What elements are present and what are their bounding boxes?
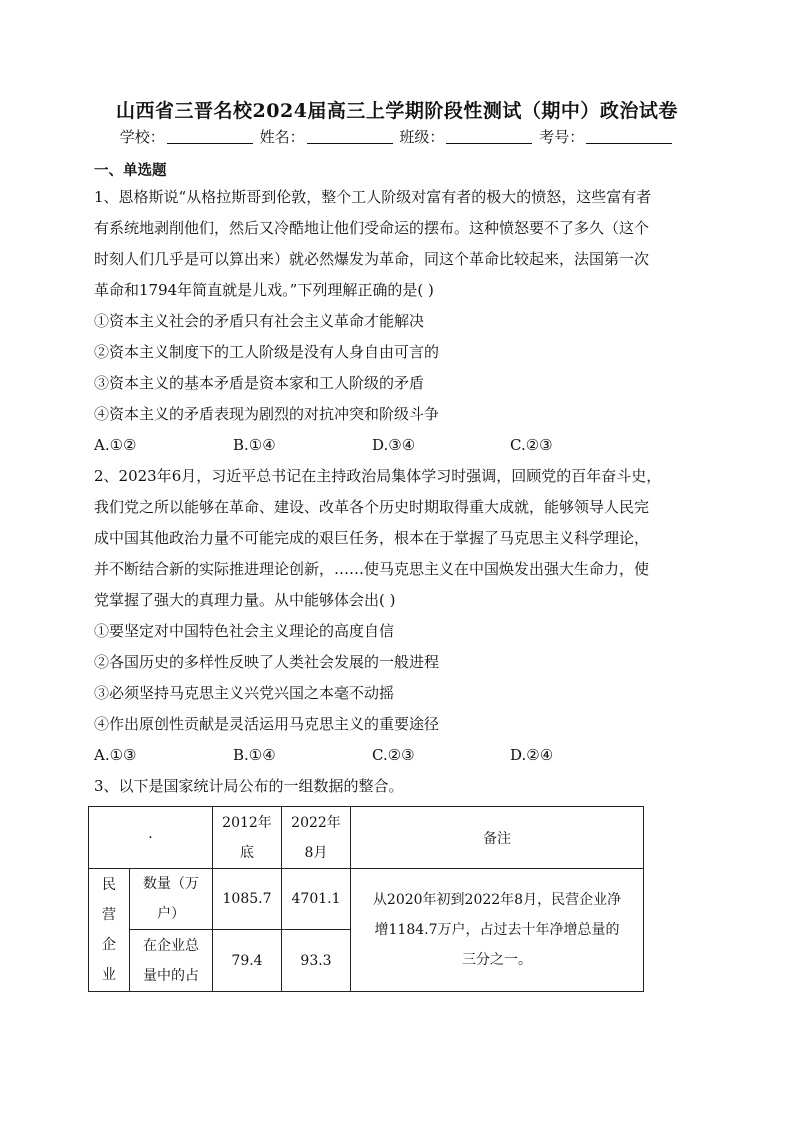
row-label-line: 在企业总 [143,937,199,954]
question-2-statement: ④作出原创性贡献是灵活运用马克思主义的重要途径 [94,715,440,733]
header-2012 [213,807,282,869]
question-1-line: 1、恩格斯说“从格拉斯哥到伦敦，整个工人阶级对富有者的极大的愤怒，这些富有者 [94,188,652,206]
note-line: 三分之一。 [462,952,532,968]
question-2-line: 成中国其他政治力量不可能完成的艰巨任务，根本在于掌握了马克思主义科学理论， [94,529,650,547]
row-label-quantity [130,869,213,930]
cell-quantity-2012: 1085.7 [213,869,282,930]
data-table [88,806,644,992]
header-2012-line: 底 [240,844,254,861]
name-label: 姓名： [259,128,305,146]
question-2-choices [94,740,700,771]
question-1-statement: ①资本主义社会的矛盾只有社会主义革命才能解决 [94,312,425,330]
student-info-line [0,126,794,147]
cell-share-2022: 93.3 [282,930,351,992]
group-label-char: 企 [102,937,116,953]
question-1-line: 时刻人们几乎是可以算出来）就必然爆发为革命，同这个革命比较起来，法国第一次 [94,250,650,268]
question-2-choice-c[interactable]: C.②③ [372,746,415,764]
note-line: 从2020年初到2022年8月，民营企业净 [372,892,622,908]
exam-number-label: 考号： [539,128,585,146]
question-1-line: 有系统地剥削他们，然后又冷酷地让他们受命运的摆布。这种愤怒要不了多久（这个 [94,219,650,237]
question-1-choice-d[interactable]: D.③④ [372,436,416,454]
row-label-line: 数量（万 [143,876,199,892]
question-2-choice-d[interactable]: D.②④ [510,746,554,764]
question-1-choice-b[interactable]: B.①④ [233,436,276,454]
question-1-statement: ②资本主义制度下的工人阶级是没有人身自由可言的 [94,343,440,361]
row-label-line: 户） [157,906,185,922]
question-1-statement: ③资本主义的基本矛盾是资本家和工人阶级的矛盾 [94,374,425,392]
name-blank[interactable] [307,129,393,144]
header-2022-line: 2022年 [291,814,341,831]
question-1 [94,182,700,461]
header-2012-line: 2012年 [222,814,272,831]
header-2022 [282,807,351,869]
question-2-line: 我们党之所以能够在革命、建设、改革各个历史时期取得重大成就，能够领导人民完 [94,498,650,516]
question-3-intro: 3、以下是国家统计局公布的一组数据的整合。 [94,777,404,795]
question-3 [94,771,700,992]
group-label-private-enterprise [89,869,130,992]
cell-quantity-2022: 4701.1 [282,869,351,930]
section-title: 一、单选题 [94,162,167,179]
question-2-statement: ①要坚定对中国特色社会主义理论的高度自信 [94,622,395,640]
question-2-line: 党掌握了强大的真理力量。从中能够体会出( ) [94,591,396,609]
question-2-statement: ③必须坚持马克思主义兴党兴国之本毫不动摇 [94,684,395,702]
question-1-choices [94,430,700,461]
school-label: 学校： [119,128,165,146]
note-line: 增1184.7万户，占过去十年净增总量的 [374,922,620,938]
question-2-choice-a[interactable]: A.①③ [94,746,137,764]
page-title: 山西省三晋名校2024届高三上学期阶段性测试（期中）政治试卷 [116,100,678,122]
class-label: 班级： [399,128,445,146]
question-2-line: 并不断结合新的实际推进理论创新，……使马克思主义在中国焕发出强大生命力，使 [94,560,650,578]
note-cell [351,869,644,992]
exam-content [94,160,700,992]
cell-share-2012: 79.4 [213,930,282,992]
group-label-char: 营 [102,907,116,923]
question-1-choice-a[interactable]: A.①② [94,436,137,454]
question-2 [94,461,700,771]
question-2-line: 2、2023年6月，习近平总书记在主持政治局集体学习时强调，回顾党的百年奋斗史， [94,467,662,485]
group-label-char: 业 [102,967,116,983]
question-2-choice-b[interactable]: B.①④ [233,746,276,764]
group-label-char: 民 [102,877,116,893]
class-blank[interactable] [446,129,532,144]
header-2022-line: 8月 [304,844,328,861]
question-1-choice-c[interactable]: C.②③ [510,436,553,454]
question-2-statement: ②各国历史的多样性反映了人类社会发展的一般进程 [94,653,440,671]
question-1-line: 革命和1794年简直就是儿戏。”下列理解正确的是( ) [94,281,434,299]
row-label-share [130,930,213,992]
table-corner-cell: · [89,807,213,869]
header-note: 备注 [351,807,644,869]
question-1-statement: ④资本主义的矛盾表现为剧烈的对抗冲突和阶级斗争 [94,405,440,423]
row-label-line: 量中的占 [143,967,199,984]
exam-number-blank[interactable] [586,129,672,144]
school-blank[interactable] [167,129,253,144]
